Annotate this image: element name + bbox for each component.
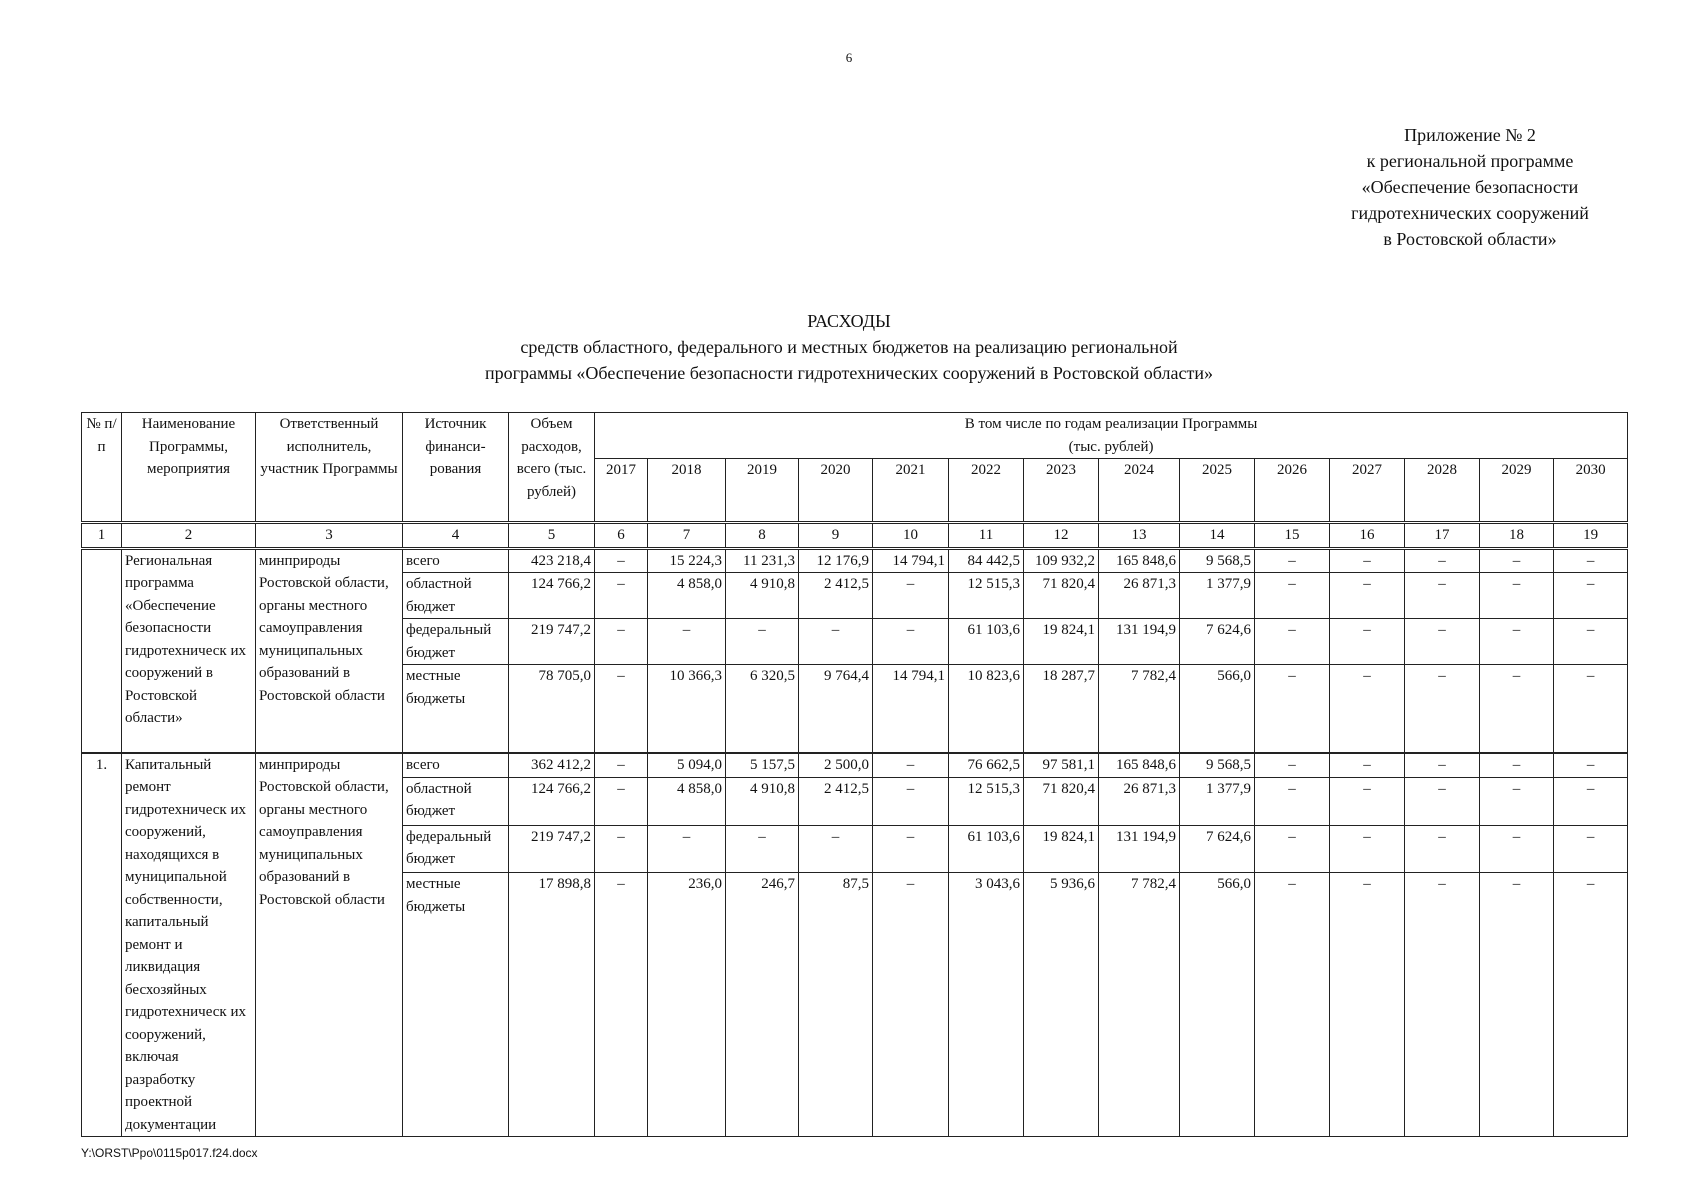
year-amount: – xyxy=(1554,548,1628,573)
year-amount: 12 515,3 xyxy=(949,777,1024,825)
year-amount: – xyxy=(1330,873,1405,1137)
year-amount: – xyxy=(1554,665,1628,753)
year-amount: 165 848,6 xyxy=(1099,548,1180,573)
year-amount: 2 412,5 xyxy=(799,573,873,619)
year-amount: – xyxy=(1330,777,1405,825)
year-amount: – xyxy=(873,619,949,665)
year-amount: – xyxy=(595,573,648,619)
year-amount: 26 871,3 xyxy=(1099,573,1180,619)
year-amount: – xyxy=(1554,619,1628,665)
year-amount: 10 823,6 xyxy=(949,665,1024,753)
year-amount: 84 442,5 xyxy=(949,548,1024,573)
title-line: программы «Обеспечение безопасности гидротехнических сооружений в Ростовской области» xyxy=(485,363,1213,383)
year-amount: 12 176,9 xyxy=(799,548,873,573)
column-number: 2 xyxy=(122,523,256,549)
year-amount: – xyxy=(1480,873,1554,1137)
header-years-group xyxy=(595,413,1628,459)
header-row xyxy=(82,413,1628,459)
program-name: Региональная программа «Обеспечение безопасности гидротехническ их сооружений в Ростовской области» xyxy=(122,548,256,753)
column-number: 12 xyxy=(1024,523,1099,549)
funding-source: областной бюджет xyxy=(403,777,509,825)
funding-source: федеральный бюджет xyxy=(403,619,509,665)
total-amount: 124 766,2 xyxy=(509,573,595,619)
header-total: Объем расходов, всего (тыс. рублей) xyxy=(509,413,595,523)
year-amount: – xyxy=(1554,573,1628,619)
year-amount: 236,0 xyxy=(648,873,726,1137)
column-number: 5 xyxy=(509,523,595,549)
year-amount: – xyxy=(1554,777,1628,825)
year-amount: 7 624,6 xyxy=(1180,825,1255,873)
funding-source: областной бюджет xyxy=(403,573,509,619)
column-number: 11 xyxy=(949,523,1024,549)
year-amount: 12 515,3 xyxy=(949,573,1024,619)
year-amount: 2 500,0 xyxy=(799,753,873,778)
funding-source: всего xyxy=(403,753,509,778)
column-number: 13 xyxy=(1099,523,1180,549)
header-year: 2022 xyxy=(949,459,1024,523)
year-amount: 4 858,0 xyxy=(648,573,726,619)
year-amount: – xyxy=(799,825,873,873)
page-number: 6 xyxy=(845,50,853,65)
year-amount: – xyxy=(1405,665,1480,753)
header-year: 2017 xyxy=(595,459,648,523)
column-number: 17 xyxy=(1405,523,1480,549)
total-amount: 219 747,2 xyxy=(509,825,595,873)
year-amount: – xyxy=(1480,619,1554,665)
header-years-unit: (тыс. рублей) xyxy=(1068,438,1154,455)
header-name: Наименование Программы, мероприятия xyxy=(122,413,256,523)
year-amount: – xyxy=(1255,873,1330,1137)
year-amount: – xyxy=(595,777,648,825)
year-amount: 1 377,9 xyxy=(1180,573,1255,619)
program-name: Капитальный ремонт гидротехническ их сооружений, находящихся в муниципальной собственности, капитальный ремонт и ликвидация бесхозяйных гидротехническ их сооружений, включая разработку проектной документации xyxy=(122,753,256,1137)
column-number: 8 xyxy=(726,523,799,549)
year-amount: – xyxy=(648,825,726,873)
appendix-line: в Ростовской области» xyxy=(1383,229,1557,249)
year-amount: – xyxy=(595,548,648,573)
funding-source: федеральный бюджет xyxy=(403,825,509,873)
funding-source: местные бюджеты xyxy=(403,665,509,753)
year-amount: – xyxy=(1480,573,1554,619)
year-amount: 19 824,1 xyxy=(1024,825,1099,873)
year-amount: 3 043,6 xyxy=(949,873,1024,1137)
header-year: 2021 xyxy=(873,459,949,523)
year-amount: 566,0 xyxy=(1180,665,1255,753)
year-amount: 19 824,1 xyxy=(1024,619,1099,665)
header-year: 2018 xyxy=(648,459,726,523)
year-amount: – xyxy=(1405,548,1480,573)
year-amount: – xyxy=(1255,548,1330,573)
column-number-row xyxy=(82,523,1628,549)
year-amount: – xyxy=(1330,825,1405,873)
table-row xyxy=(82,548,1628,573)
year-amount: – xyxy=(873,825,949,873)
year-amount: 61 103,6 xyxy=(949,825,1024,873)
header-executor: Ответственный исполнитель, участник Программы xyxy=(256,413,403,523)
year-amount: – xyxy=(1255,753,1330,778)
year-amount: 131 194,9 xyxy=(1099,619,1180,665)
total-amount: 78 705,0 xyxy=(509,665,595,753)
header-source: Источник финанси-рования xyxy=(403,413,509,523)
row-number xyxy=(82,548,122,753)
year-amount: 10 366,3 xyxy=(648,665,726,753)
year-amount: – xyxy=(799,619,873,665)
year-amount: – xyxy=(1405,777,1480,825)
year-amount: – xyxy=(1255,573,1330,619)
year-amount: – xyxy=(1330,665,1405,753)
header-year: 2030 xyxy=(1554,459,1628,523)
year-amount: 5 936,6 xyxy=(1024,873,1099,1137)
year-amount: 71 820,4 xyxy=(1024,777,1099,825)
year-amount: 97 581,1 xyxy=(1024,753,1099,778)
year-amount: – xyxy=(1480,665,1554,753)
year-amount: 15 224,3 xyxy=(648,548,726,573)
year-amount: – xyxy=(595,873,648,1137)
column-number: 3 xyxy=(256,523,403,549)
year-amount: – xyxy=(1405,753,1480,778)
funding-source: местные бюджеты xyxy=(403,873,509,1137)
year-amount: – xyxy=(1480,548,1554,573)
year-amount: – xyxy=(595,619,648,665)
header-year: 2024 xyxy=(1099,459,1180,523)
year-amount: – xyxy=(595,825,648,873)
title-heading: РАСХОДЫ xyxy=(807,311,891,331)
year-amount: – xyxy=(1405,873,1480,1137)
header-year: 2019 xyxy=(726,459,799,523)
column-number: 1 xyxy=(82,523,122,549)
total-amount: 219 747,2 xyxy=(509,619,595,665)
header-year: 2023 xyxy=(1024,459,1099,523)
year-amount: – xyxy=(1330,619,1405,665)
file-path-footer: Y:\ORST\Ppo\0115p017.f24.docx xyxy=(81,1146,258,1160)
year-amount: 5 094,0 xyxy=(648,753,726,778)
year-amount: 2 412,5 xyxy=(799,777,873,825)
year-amount: 5 157,5 xyxy=(726,753,799,778)
year-amount: 4 858,0 xyxy=(648,777,726,825)
year-amount: – xyxy=(1330,548,1405,573)
total-amount: 17 898,8 xyxy=(509,873,595,1137)
column-number: 7 xyxy=(648,523,726,549)
year-amount: – xyxy=(1554,753,1628,778)
year-amount: 566,0 xyxy=(1180,873,1255,1137)
year-amount: 165 848,6 xyxy=(1099,753,1180,778)
header-year: 2028 xyxy=(1405,459,1480,523)
year-amount: 109 932,2 xyxy=(1024,548,1099,573)
year-amount: – xyxy=(1554,825,1628,873)
year-amount: – xyxy=(1480,777,1554,825)
year-amount: – xyxy=(873,573,949,619)
header-year: 2029 xyxy=(1480,459,1554,523)
column-number: 10 xyxy=(873,523,949,549)
year-amount: – xyxy=(648,619,726,665)
year-amount: – xyxy=(726,619,799,665)
year-amount: – xyxy=(1330,573,1405,619)
title-line: средств областного, федерального и местных бюджетов на реализацию региональной xyxy=(520,337,1178,357)
year-amount: – xyxy=(1405,619,1480,665)
year-amount: 26 871,3 xyxy=(1099,777,1180,825)
year-amount: 76 662,5 xyxy=(949,753,1024,778)
year-amount: 4 910,8 xyxy=(726,573,799,619)
appendix-line: к региональной программе xyxy=(1366,151,1574,171)
program-executor: минприроды Ростовской области, органы местного самоуправления муниципальных образований в Ростовской области xyxy=(256,548,403,753)
header-year: 2020 xyxy=(799,459,873,523)
year-amount: 7 624,6 xyxy=(1180,619,1255,665)
column-number: 16 xyxy=(1330,523,1405,549)
header-num: № п/п xyxy=(82,413,122,523)
year-amount: 11 231,3 xyxy=(726,548,799,573)
appendix-caption xyxy=(1300,122,1640,252)
year-amount: 87,5 xyxy=(799,873,873,1137)
year-amount: – xyxy=(1255,777,1330,825)
year-amount: 4 910,8 xyxy=(726,777,799,825)
year-amount: – xyxy=(726,825,799,873)
year-amount: – xyxy=(873,777,949,825)
year-amount: 7 782,4 xyxy=(1099,873,1180,1137)
appendix-line: «Обеспечение безопасности xyxy=(1361,177,1579,197)
year-amount: 9 764,4 xyxy=(799,665,873,753)
year-amount: 9 568,5 xyxy=(1180,753,1255,778)
year-amount: 131 194,9 xyxy=(1099,825,1180,873)
year-amount: 14 794,1 xyxy=(873,548,949,573)
document-title xyxy=(0,308,1698,386)
appendix-line: Приложение № 2 xyxy=(1404,125,1536,145)
year-amount: 61 103,6 xyxy=(949,619,1024,665)
total-amount: 124 766,2 xyxy=(509,777,595,825)
year-amount: 1 377,9 xyxy=(1180,777,1255,825)
year-amount: 246,7 xyxy=(726,873,799,1137)
year-amount: 14 794,1 xyxy=(873,665,949,753)
column-number: 9 xyxy=(799,523,873,549)
column-number: 18 xyxy=(1480,523,1554,549)
header-year: 2027 xyxy=(1330,459,1405,523)
column-number: 4 xyxy=(403,523,509,549)
year-amount: – xyxy=(1255,619,1330,665)
year-amount: – xyxy=(1405,573,1480,619)
year-amount: – xyxy=(595,665,648,753)
program-executor: минприроды Ростовской области, органы местного самоуправления муниципальных образований в Ростовской области xyxy=(256,753,403,1137)
year-amount: – xyxy=(1480,753,1554,778)
year-amount: 18 287,7 xyxy=(1024,665,1099,753)
total-amount: 362 412,2 xyxy=(509,753,595,778)
year-amount: 9 568,5 xyxy=(1180,548,1255,573)
table-row xyxy=(82,753,1628,778)
year-amount: – xyxy=(595,753,648,778)
year-amount: – xyxy=(1330,753,1405,778)
year-amount: 6 320,5 xyxy=(726,665,799,753)
year-amount: – xyxy=(1554,873,1628,1137)
year-amount: – xyxy=(1255,665,1330,753)
funding-source: всего xyxy=(403,548,509,573)
column-number: 6 xyxy=(595,523,648,549)
year-amount: 7 782,4 xyxy=(1099,665,1180,753)
total-amount: 423 218,4 xyxy=(509,548,595,573)
appendix-line: гидротехнических сооружений xyxy=(1351,203,1589,223)
column-number: 15 xyxy=(1255,523,1330,549)
year-amount: – xyxy=(1480,825,1554,873)
expenses-table xyxy=(81,412,1628,1137)
year-amount: – xyxy=(873,873,949,1137)
year-amount: – xyxy=(873,753,949,778)
year-amount: 71 820,4 xyxy=(1024,573,1099,619)
year-amount: – xyxy=(1405,825,1480,873)
row-number: 1. xyxy=(82,753,122,1137)
header-year: 2025 xyxy=(1180,459,1255,523)
column-number: 14 xyxy=(1180,523,1255,549)
header-years-title: В том числе по годам реализации Программы xyxy=(964,416,1258,432)
header-year: 2026 xyxy=(1255,459,1330,523)
column-number: 19 xyxy=(1554,523,1628,549)
year-amount: – xyxy=(1255,825,1330,873)
